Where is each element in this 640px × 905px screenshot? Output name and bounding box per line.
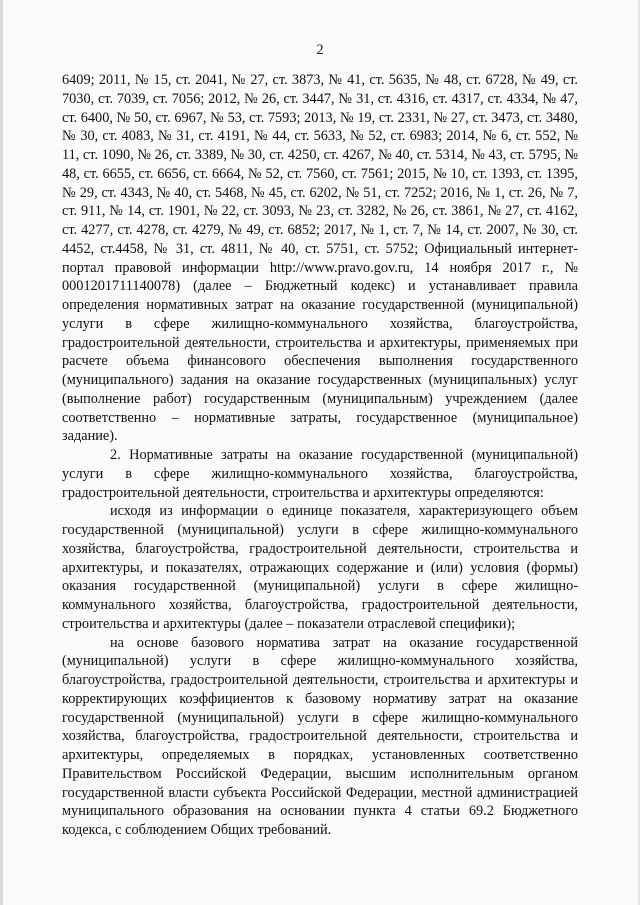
paragraph-base-norm: на основе базового норматива затрат на оказание государственной (муниципальной) услуги в сфере жилищно-коммунального хозяйства, благоустройства, градостроительной деятельности, строительства и архитектуры и корректирующих коэффициентов к базовому нормативу затрат на оказание государственной (муниципальной) услуги в сфере жилищно-коммунального хозяйства, благоустройства, градостроительной деятельности, строительства и архитектуры, определяемых в порядках, установленных соответственно Правительством Российской Федерации, высшим исполнительным органом государственной власти субъекта Российской Федерации, местной администрацией муниципального образования на основании пункта 4 статьи 69.2 Бюджетного кодекса, с соблюдением Общих требований. xyxy=(62,634,578,838)
paragraph-legal-references: 6409; 2011, № 15, ст. 2041, № 27, ст. 3873, № 41, ст. 5635, № 48, ст. 6728, № 49, ст. 7030, ст. 7039, ст. 7056; 2012, № 26, ст. 3447, № 31, ст. 4316, ст. 4317, ст. 4334, № 47, ст. 6400, № 50, ст. 6967, № 53, ст. 7593; 2013, № 19, ст. 2331, № 27, ст. 3473, ст. 3480, № 30, ст. 4083, № 31, ст. 4191, № 44, ст. 5633, № 52, ст. 6983; 2014, № 6, ст. 552, № 11, ст. 1090, № 26, ст. 3389, № 30, ст. 4250, ст. 4267, № 40, ст. 5314, № 43, ст. 5795, № 48, ст. 6655, ст. 6656, ст. 6664, № 52, ст. 7560, ст. 7561; 2015, № 10, ст. 1393, ст. 1395, № 29, ст. 4343, № 40, ст. 5468, № 45, ст. 6202, № 51, ст. 7252; 2016, № 1, ст. 26, № 7, ст. 911, № 14, ст. 1901, № 22, ст. 3093, № 23, ст. 3282, № 26, ст. 3861, № 27, ст. 4162, ст. 4277, ст. 4278, ст. 4279, № 49, ст. 6852; 2017, № 1, ст. 7, № 14, ст. 2007, № 30, ст. 4452, ст.4458, № 31, ст. 4811, № 40, ст. 5751, ст. 5752; Официальный интернет-портал правовой информации http://www.pravo.gov.ru, 14 ноября 2017 г., № 0001201711140078) (далее – Бюджетный кодекс) и устанавливает правила определения нормативных затрат на оказание государственной (муниципальной) услуги в сфере жилищно-коммунального хозяйства, благоустройства, градостроительной деятельности, строительства и архитектуры, применяемых при расчете объема финансового обеспечения выполнения государственного (муниципального) задания на оказание государственных (муниципальных) услуг (выполнение работ) государственным (муниципальным) учреждением (далее соответственно – нормативные затраты, государственное (муниципальное) задание). xyxy=(62,72,578,445)
page-number: 2 xyxy=(316,42,324,58)
paragraph-item-2: 2. Нормативные затраты на оказание государственной (муниципальной) услуги в сфере жилищно-коммунального хозяйства, благоустройства, градостроительной деятельности, строительства и архитектуры определяются: xyxy=(62,447,578,501)
paragraph-volume-indicator: исходя из информации о единице показателя, характеризующего объем государственной (муниципальной) услуги в сфере жилищно-коммунального хозяйства, благоустройства, градостроительной деятельности, строительства и архитектуры, и показателях, отражающих содержание и (или) условия (формы) оказания государственной (муниципальной) услуги в сфере жилищно-коммунального хозяйства, благоустройства, градостроительной деятельности, строительства и архитектуры (далее – показатели отраслевой специфики); xyxy=(62,503,578,632)
scan-edge-left xyxy=(0,0,3,905)
document-body xyxy=(62,71,578,840)
